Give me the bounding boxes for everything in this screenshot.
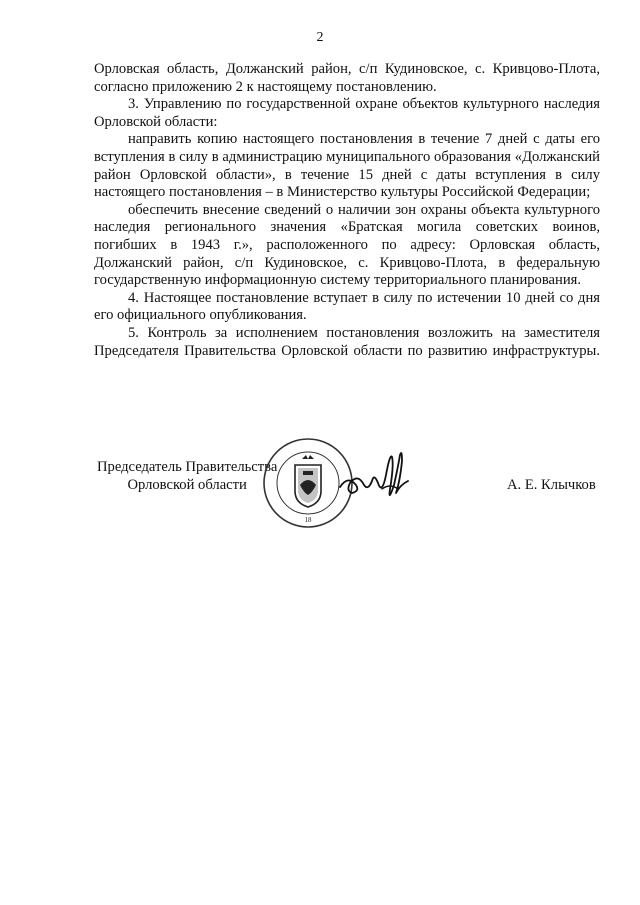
signatory-title: [97, 459, 277, 494]
paragraph-send-copy: направить копию настоящего постановления в течение 7 дней с даты его вступления в силу в администрацию муниципального образования «Должанский район Орловской области», в течение 15 дней с даты вступления в силу настоящего постановления – в Министерство культуры Российской Федерации;: [94, 131, 600, 201]
signatory-name: А. Е. Клычков: [507, 477, 596, 493]
paragraph-item-4: 4. Настоящее постановление вступает в силу по истечении 10 дней со дня его официального опубликования.: [94, 289, 600, 324]
paragraph-item-3: 3. Управлению по государственной охране объектов культурного наследия Орловской области:: [94, 96, 600, 130]
paragraph-item-5: 5. Контроль за исполнением постановления возложить на заместителя Председателя Правительства Орловской области по развитию инфраструктуры.: [94, 324, 600, 359]
page-number: 2: [316, 30, 324, 45]
signatory-title-line1: Председатель Правительства: [97, 459, 278, 475]
document-body: [94, 61, 600, 360]
seal-number: 18: [304, 516, 312, 524]
signatory-title-line2: Орловской области: [127, 476, 247, 493]
handwritten-signature-icon: [338, 445, 410, 510]
paragraph-ensure-info: обеспечить внесение сведений о наличии зон охраны объекта культурного наследия регионального значения «Братская могила советских воинов, погибших в 1943 г.», расположенного по адресу: Орловская область, Должанский район, с/п Кудиновское, с. Кривцово-Плота, в федеральную государственную информационную систему территориального планирования.: [94, 201, 600, 289]
paragraph-continuation: Орловская область, Должанский район, с/п Кудиновское, с. Кривцово-Плота, согласно приложению 2 к настоящему постановлению.: [94, 61, 600, 95]
